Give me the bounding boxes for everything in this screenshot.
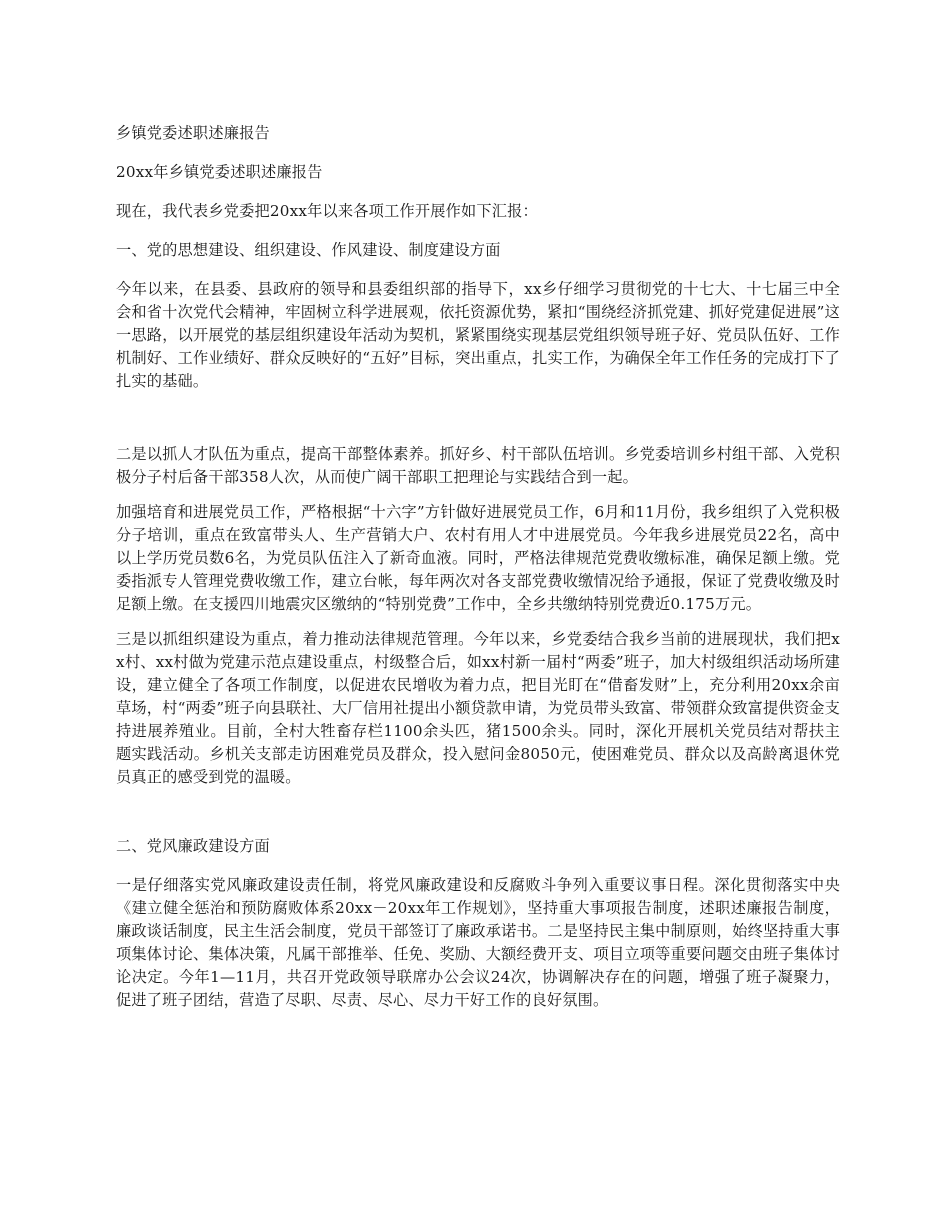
document-title: 乡镇党委述职述廉报告: [116, 124, 270, 142]
section2-heading: 二、党风廉政建设方面: [116, 837, 270, 855]
section1-paragraph-1: 今年以来，在县委、县政府的领导和县委组织部的指导下，xx乡仔细学习贯彻党的十七大、十七届三中全会和省十次党代会精神，牢固树立科学进展观，依托资源优势，紧扣“围绕经济抓党建、抓好党建促进展”这一思路，以开展党的基层组织建设年活动为契机，紧紧围绕实现基层党组织领导班子好、党员队伍好、工作机制好、工作业绩好、群众反映好的“五好”目标，突出重点，扎实工作，为确保全年工作任务的完成打下了扎实的基础。: [116, 280, 840, 390]
document-subtitle: 20xx年乡镇党委述职述廉报告: [116, 163, 323, 181]
section1-heading: 一、党的思想建设、组织建设、作风建设、制度建设方面: [116, 241, 501, 259]
intro-paragraph: 现在，我代表乡党委把20xx年以来各项工作开展作如下汇报：: [116, 202, 538, 220]
section1-paragraph-3: 加强培育和进展党员工作，严格根据“十六字”方针做好进展党员工作，6月和11月份，我乡组织了入党积极分子培训，重点在致富带头人、生产营销大户、农村有用人才中进展党员。今年我乡进展党员22名，高中以上学历党员数6名，为党员队伍注入了新奇血液。同时，严格法律规范党费收缴标准，确保足额上缴。党委指派专人管理党费收缴工作，建立台帐，每年两次对各支部党费收缴情况给予通报，保证了党费收缴及时足额上缴。在支援四川地震灾区缴纳的“特别党费”工作中，全乡共缴纳特别党费近0.175万元。: [116, 503, 840, 613]
section1-paragraph-4: 三是以抓组织建设为重点，着力推动法律规范管理。今年以来，乡党委结合我乡当前的进展现状，我们把xx村、xx村做为党建示范点建设重点，村级整合后，如xx村新一届村“两委”班子，加大村级组织活动场所建设，建立健全了各项工作制度，以促进农民增收为着力点，把目光盯在“借畜发财”上，充分利用20xx余亩草场，村“两委”班子向县联社、大厂信用社提出小额贷款申请，为党员带头致富、带领群众致富提供资金支持进展养殖业。目前，全村大牲畜存栏1100余头匹，猪1500余头。同时，深化开展机关党员结对帮扶主题实践活动。乡机关支部走访困难党员及群众，投入慰问金8050元，使困难党员、群众以及高龄离退休党员真正的感受到党的温暖。: [116, 630, 840, 786]
section1-paragraph-2: 二是以抓人才队伍为重点，提高干部整体素养。抓好乡、村干部队伍培训。乡党委培训乡村组干部、入党积极分子村后备干部358人次，从而使广阔干部职工把理论与实践结合到一起。: [116, 445, 840, 486]
document-page: [116, 122, 840, 1024]
section2-paragraph-1: 一是仔细落实党风廉政建设责任制，将党风廉政建设和反腐败斗争列入重要议事日程。深化贯彻落实中央《建立健全惩治和预防腐败体系20xx－20xx年工作规划》，坚持重大事项报告制度，述职述廉报告制度，廉政谈话制度，民主生活会制度，党员干部签订了廉政承诺书。二是坚持民主集中制原则，始终坚持重大事项集体讨论、集体决策，凡属干部推举、任免、奖励、大额经费开支、项目立项等重要问题交由班子集体讨论决定。今年1—11月，共召开党政领导联席办公会议24次，协调解决存在的问题，增强了班子凝聚力，促进了班子团结，营造了尽职、尽责、尽心、尽力干好工作的良好氛围。: [116, 876, 840, 1009]
